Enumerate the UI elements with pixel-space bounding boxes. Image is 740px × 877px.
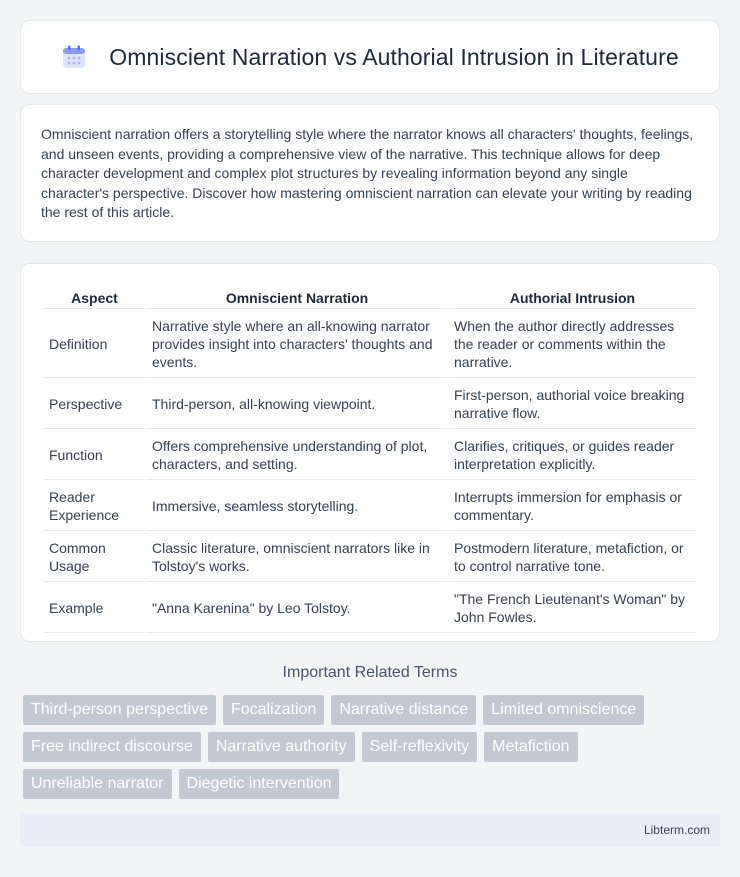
related-term-tag[interactable]: Free indirect discourse: [23, 732, 201, 762]
related-terms-title: Important Related Terms: [282, 664, 458, 681]
omniscient-cell: Immersive, seamless storytelling.: [147, 482, 447, 531]
comparison-table: [42, 284, 698, 635]
related-term-tag[interactable]: Focalization: [223, 695, 324, 725]
omniscient-cell: "Anna Karenina" by Leo Tolstoy.: [147, 584, 447, 633]
related-term-tag[interactable]: Unreliable narrator: [23, 769, 172, 799]
intro-paragraph: Omniscient narration offers a storytelling style where the narrator knows all characters' thoughts, feelings, and unseen events, providing a comprehensive view of the narrative. This technique allows for deep character development and complex plot structures by revealing information beyond any single character's perspective. Discover how mastering omniscient narration can elevate your writing by reading the rest of this article.: [41, 126, 694, 221]
related-term-tag[interactable]: Diegetic intervention: [179, 769, 340, 799]
aspect-cell: Reader Experience: [44, 482, 145, 531]
table-row: [44, 380, 696, 429]
table-row: [44, 584, 696, 633]
intrusion-cell: Postmodern literature, metafiction, or to control narrative tone.: [449, 533, 696, 582]
related-term-tag[interactable]: Metafiction: [484, 732, 577, 762]
intrusion-cell: Interrupts immersion for emphasis or commentary.: [449, 482, 696, 531]
comparison-card: [20, 263, 720, 642]
table-row: [44, 482, 696, 531]
omniscient-cell: Third-person, all-knowing viewpoint.: [147, 380, 447, 429]
related-term-tag[interactable]: Narrative authority: [208, 732, 355, 762]
omniscient-cell: Offers comprehensive understanding of plot, characters, and setting.: [147, 431, 447, 480]
intrusion-cell: When the author directly addresses the reader or comments within the narrative.: [449, 311, 696, 378]
aspect-cell: Common Usage: [44, 533, 145, 582]
column-header: Omniscient Narration: [147, 286, 447, 309]
aspect-cell: Perspective: [44, 380, 145, 429]
intrusion-cell: Clarifies, critiques, or guides reader interpretation explicitly.: [449, 431, 696, 480]
aspect-cell: Example: [44, 584, 145, 633]
table-header-row: [44, 286, 696, 309]
related-term-tag[interactable]: Self-reflexivity: [362, 732, 478, 762]
footer-site-link[interactable]: Libterm.com: [643, 823, 710, 837]
related-term-tag[interactable]: Limited omniscience: [483, 695, 644, 725]
calendar-icon: [61, 44, 87, 70]
column-header: Authorial Intrusion: [449, 286, 696, 309]
page-title: Omniscient Narration vs Authorial Intrusion in Literature: [109, 43, 679, 70]
footer: [20, 813, 720, 847]
related-term-tag[interactable]: Third-person perspective: [23, 695, 216, 725]
intro-card: [20, 104, 720, 242]
table-row: [44, 431, 696, 480]
omniscient-cell: Classic literature, omniscient narrators like in Tolstoy's works.: [147, 533, 447, 582]
aspect-cell: Function: [44, 431, 145, 480]
aspect-cell: Definition: [44, 311, 145, 378]
intrusion-cell: "The French Lieutenant's Woman" by John Fowles.: [449, 584, 696, 633]
related-terms-list: [23, 695, 713, 799]
column-header: Aspect: [44, 286, 145, 309]
related-term-tag[interactable]: Narrative distance: [331, 695, 476, 725]
table-row: [44, 311, 696, 378]
table-row: [44, 533, 696, 582]
omniscient-cell: Narrative style where an all-knowing narrator provides insight into characters' thoughts and events.: [147, 311, 447, 378]
intrusion-cell: First-person, authorial voice breaking narrative flow.: [449, 380, 696, 429]
header-card: [20, 20, 720, 94]
